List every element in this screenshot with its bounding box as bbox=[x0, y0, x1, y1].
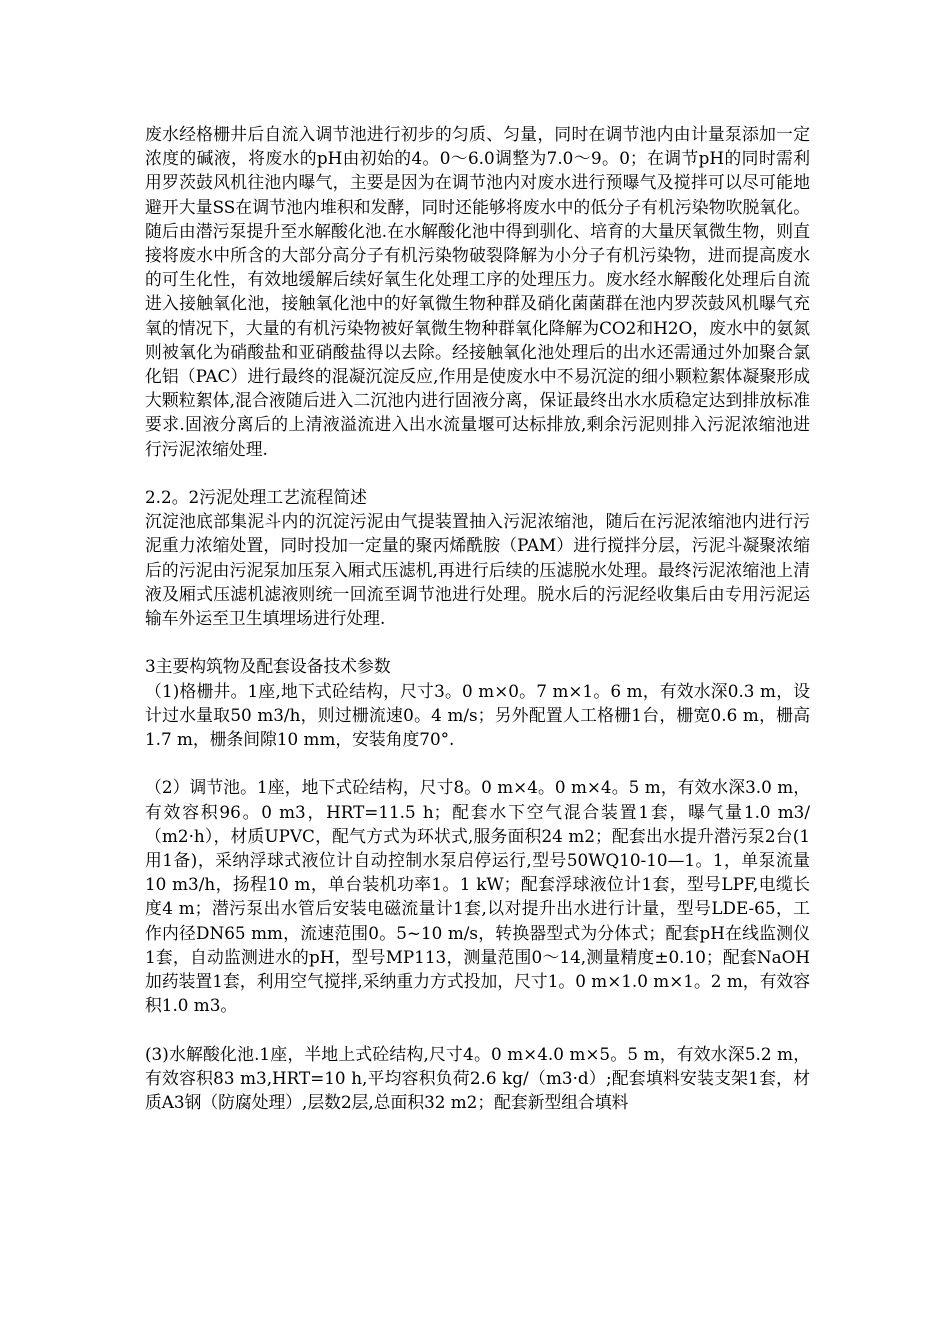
section-heading-sludge-process: 2.2。2污泥处理工艺流程简述 bbox=[145, 487, 367, 508]
paragraph-spacer bbox=[145, 1017, 810, 1041]
paragraph-regulating-tank: （2）调节池。1座，地下式砼结构，尺寸8。0 m×4。0 m×4。5 m，有效水深3.0 m，有效容积96。0 m3，HRT=11.5 h；配套水下空气混合装置1套，曝气量1.0 m3/（m2·h），材质UPVC，配气方式为环状式,服务面积24 m2；配套出水提升潜污泵2台(1用1备)，采纳浮球式液位计自动控制水泵启停运行,型号50WQ10-10—1。1，单泵流量10 m3/h，扬程10 m，单台装机功率1。1 kW；配套浮球液位计1套，型号LPF,电缆长度4 m；潜污泵出水管后安装电磁流量计1套,以对提升出水进行计量，型号LDE-65，工作内径DN65 mm，流速范围0。5~10 m/s，转换器型式为分体式；配套pH在线监测仪1套，自动监测进水的pH，型号MP113，测量范围0～14,测量精度±0.10；配套NaOH加药装置1套，利用空气搅拌,采纳重力方式投加，尺寸1。0 m×1.0 m×1。2 m，有效容积1.0 m3。 bbox=[145, 777, 810, 1016]
document-body bbox=[145, 122, 810, 1114]
paragraph-spacer bbox=[145, 751, 810, 775]
paragraph-sludge-process: 沉淀池底部集泥斗内的沉淀污泥由气提装置抽入污泥浓缩池，随后在污泥浓缩池内进行污泥重力浓缩处置，同时投加一定量的聚丙烯酰胺（PAM）进行搅拌分层，污泥斗凝聚浓缩后的污泥由污泥泵加压泵入厢式压滤机,再进行后续的压滤脱水处理。最终污泥浓缩池上清液及厢式压滤机滤液则统一回流至调节池进行处理。脱水后的污泥经收集后由专用污泥运输车外运至卫生填埋场进行处理. bbox=[145, 511, 810, 629]
section-heading-structures: 3主要构筑物及配套设备技术参数 bbox=[145, 656, 391, 677]
paragraph-hydrolysis-tank: (3)水解酸化池.1座，半地上式砼结构,尺寸4。0 m×4.0 m×5。5 m，有效水深5.2 m，有效容积83 m3,HRT=10 h,平均容积负荷2.6 kg/（m3·d）;配套填料安装支架1套，材质A3钢（防腐处理）,层数2层,总面积32 m2；配套新型组合填料 bbox=[145, 1043, 810, 1113]
paragraph-spacer bbox=[145, 630, 810, 654]
paragraph-grille-well: （1)格栅井。1座,地下式砼结构，尺寸3。0 m×0。7 m×1。6 m，有效水深0.3 m，设计过水量取50 m3/h，则过栅流速0。4 m/s；另外配置人工格栅1台，栅宽0.6 m，栅高1.7 m，栅条间隙10 mm，安装角度70°. bbox=[145, 680, 810, 750]
paragraph-spacer bbox=[145, 461, 810, 485]
paragraph-wastewater-process: 废水经格栅井后自流入调节池进行初步的匀质、匀量，同时在调节池内由计量泵添加一定浓度的碱液，将废水的pH由初始的4。0～6.0调整为7.0～9。0；在调节pH的同时需利用罗茨鼓风机往池内曝气，主要是因为在调节池内对废水进行预曝气及搅拌可以尽可能地避开大量SS在调节池内堆积和发酵，同时还能够将废水中的低分子有机污染物吹脱氧化。随后由潜污泵提升至水解酸化池.在水解酸化池中得到驯化、培育的大量厌氧微生物，则直接将废水中所含的大部分高分子有机污染物破裂降解为小分子有机污染物，进而提高废水的可生化性，有效地缓解后续好氧生化处理工序的处理压力。废水经水解酸化处理后自流进入接触氧化池，接触氧化池中的好氧微生物种群及硝化菌菌群在池内罗茨鼓风机曝气充氧的情况下，大量的有机污染物被好氧微生物种群氧化降解为CO2和H2O，废水中的氨氮则被氧化为硝酸盐和亚硝酸盐得以去除。经接触氧化池处理后的出水还需通过外加聚合氯化铝（PAC）进行最终的混凝沉淀反应,作用是使废水中不易沉淀的细小颗粒絮体凝聚形成大颗粒絮体,混合液随后进入二沉池内进行固液分离，保证最终出水水质稳定达到排放标准要求.固液分离后的上清液溢流进入出水流量堰可达标排放,剩余污泥则排入污泥浓缩池进行污泥浓缩处理. bbox=[145, 124, 810, 459]
